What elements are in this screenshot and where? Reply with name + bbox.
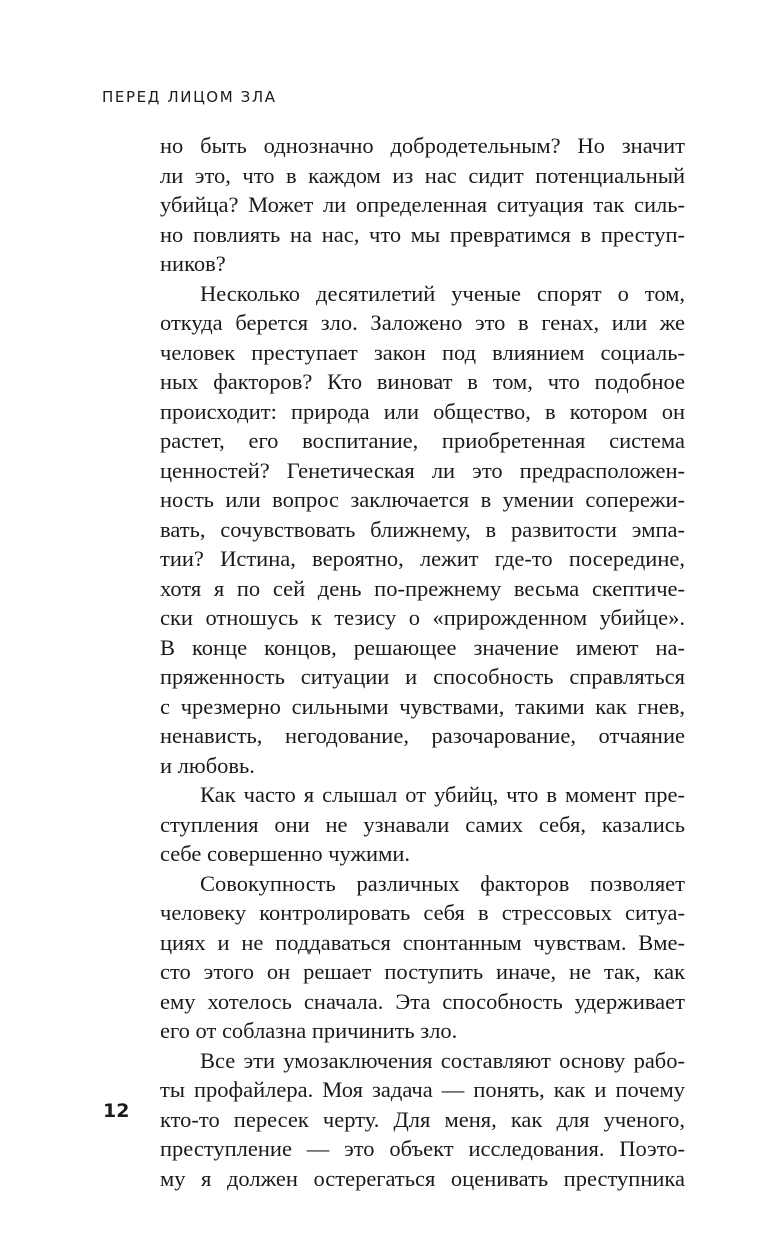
- text-line: но повлиять на нас, что мы превратимся в преступ-: [160, 221, 685, 247]
- text-line: его от соблазна причинить зло.: [160, 1018, 458, 1043]
- paragraph-3: [160, 780, 685, 869]
- text-line: преступление — это объект исследования. Поэто-: [160, 1136, 685, 1161]
- paragraph-2: [160, 279, 685, 781]
- text-line: му я должен остерегаться оценивать преступника: [160, 1165, 685, 1191]
- text-line: тии? Истина, вероятно, лежит где-то посередине,: [160, 546, 685, 571]
- text-line: себе совершенно чужими.: [160, 841, 411, 866]
- text-line: ников?: [160, 251, 226, 276]
- text-line: ему хотелось сначала. Эта способность удерживает: [160, 988, 685, 1014]
- text-line: ность или вопрос заключается в умении сопережи-: [160, 487, 685, 512]
- text-line: пряженность ситуации и способность справляться: [160, 664, 685, 689]
- text-line: ценностей? Генетическая ли это предрасположен-: [160, 457, 685, 483]
- text-line: человек преступает закон под влиянием социаль-: [160, 339, 685, 365]
- text-line: с чрезмерно сильными чувствами, такими как гнев,: [160, 693, 685, 719]
- text-line: но быть однозначно добродетельным? Но значит: [160, 133, 685, 158]
- text-line: кто-то пересек черту. Для меня, как для ученого,: [160, 1106, 685, 1132]
- text-line: ненависть, негодование, разочарование, отчаяние: [160, 723, 685, 748]
- text-line: происходит: природа или общество, в котором он: [160, 398, 685, 424]
- text-line: Совокупность различных факторов позволяет: [200, 870, 685, 896]
- text-line: растет, его воспитание, приобретенная система: [160, 428, 685, 453]
- text-line: ступления они не узнавали самих себя, казались: [160, 811, 685, 837]
- text-line: откуда берется зло. Заложено это в генах, или же: [160, 310, 685, 335]
- text-line: ски отношусь к тезису о «прирожденном убийце».: [160, 605, 685, 630]
- text-line: ных факторов? Кто виноват в том, что подобное: [160, 369, 685, 394]
- text-line: циях и не поддаваться спонтанным чувствам. Вме-: [160, 929, 685, 955]
- text-line: человеку контролировать себя в стрессовых ситуа-: [160, 900, 685, 925]
- body-text: [160, 131, 685, 1193]
- text-line: сто этого он решает поступить иначе, не так, как: [160, 959, 685, 984]
- text-line: хотя я по сей день по-прежнему весьма скептиче-: [160, 575, 685, 601]
- paragraph-4: [160, 869, 685, 1046]
- text-line: вать, сочувствовать ближнему, в развитости эмпа-: [160, 516, 685, 542]
- paragraph-1: [160, 131, 685, 279]
- text-line: В конце концов, решающее значение имеют на-: [160, 634, 685, 660]
- running-head: ПЕРЕД ЛИЦОМ ЗЛА: [102, 88, 277, 106]
- text-line: Как часто я слышал от убийц, что в момент пре-: [200, 782, 685, 807]
- text-line: ли это, что в каждом из нас сидит потенциальный: [160, 162, 685, 188]
- page-number: 12: [103, 1100, 130, 1122]
- paragraph-5: [160, 1046, 685, 1194]
- text-line: Все эти умозаключения составляют основу рабо-: [200, 1047, 685, 1073]
- text-line: убийца? Может ли определенная ситуация так силь-: [160, 192, 685, 217]
- text-line: Несколько десятилетий ученые спорят о том,: [200, 280, 685, 306]
- text-line: ты профайлера. Моя задача — понять, как и почему: [160, 1077, 685, 1102]
- text-line: и любовь.: [160, 752, 255, 778]
